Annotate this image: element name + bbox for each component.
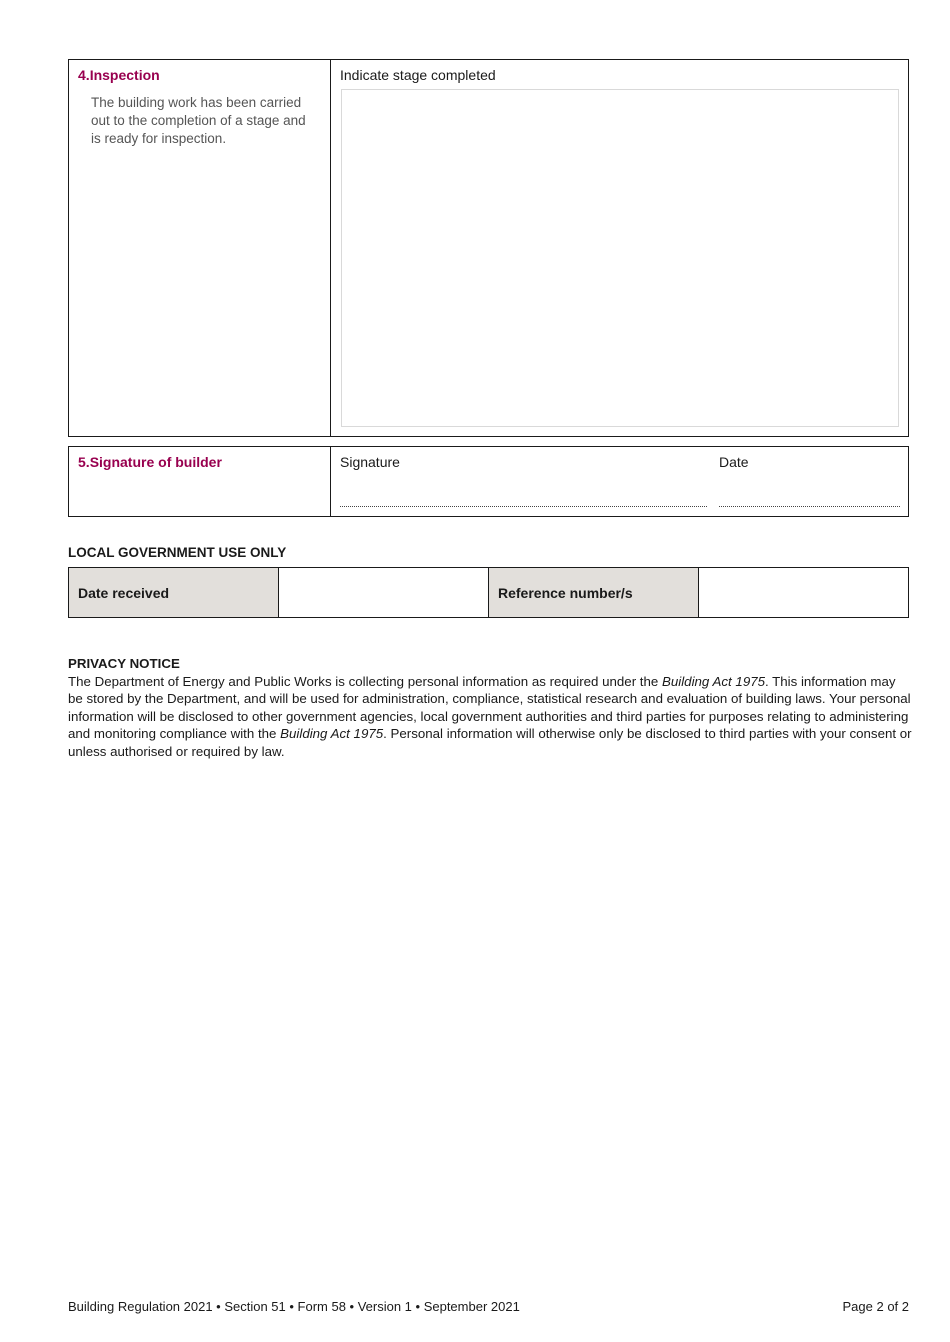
reference-number-label: Reference number/s [489, 568, 699, 617]
signature-heading [78, 454, 222, 472]
inspection-heading [78, 67, 160, 85]
date-received-field[interactable] [279, 568, 489, 617]
privacy-text-2: . This information may be stored by the Department, and will be used for administration, compliance, statistical research and evaluation of building laws. Your personal information will be disclosed to other government agencies, local government authorities and third parties for purposes relating to administering and monitoring compliance with the [68, 673, 911, 742]
privacy-text-3: . Personal information will otherwise only be disclosed to third parties with your consent or unless authorised or required by law. [68, 726, 912, 759]
footer-form-info: Building Regulation 2021 • Section 51 • Form 58 • Version 1 • September 2021 [68, 1299, 520, 1314]
signature-label-cell [69, 447, 331, 516]
stage-completed-label: Indicate stage completed [340, 67, 496, 83]
local-government-table [68, 567, 909, 618]
privacy-title: PRIVACY NOTICE [68, 656, 180, 671]
act-name: Building Act 1975 [662, 673, 765, 689]
signature-label: Signature [340, 454, 400, 470]
page-number: Page 2 of 2 [842, 1299, 909, 1314]
signature-field[interactable] [340, 506, 707, 507]
section-number: 4. [78, 67, 90, 83]
reference-number-field[interactable] [699, 568, 908, 617]
section-title: Signature of builder [89, 454, 222, 470]
section-inspection [68, 59, 909, 437]
privacy-body [68, 673, 913, 761]
inspection-field-cell [331, 60, 908, 436]
date-field[interactable] [719, 506, 900, 507]
privacy-text-1: The Department of Energy and Public Works is collecting personal information as required under the [68, 673, 662, 689]
date-received-label: Date received [69, 568, 279, 617]
date-label: Date [719, 454, 749, 470]
inspection-description: The building work has been carried out to the completion of a stage and is ready for inspection. [91, 95, 306, 146]
act-name: Building Act 1975 [280, 726, 384, 742]
local-government-title: LOCAL GOVERNMENT USE ONLY [68, 545, 287, 560]
section-title: Inspection [89, 67, 160, 83]
section-number: 5. [78, 454, 90, 470]
privacy-notice [68, 655, 913, 761]
inspection-label-cell [69, 60, 331, 436]
stage-completed-input[interactable] [341, 89, 899, 427]
section-signature [68, 446, 909, 517]
